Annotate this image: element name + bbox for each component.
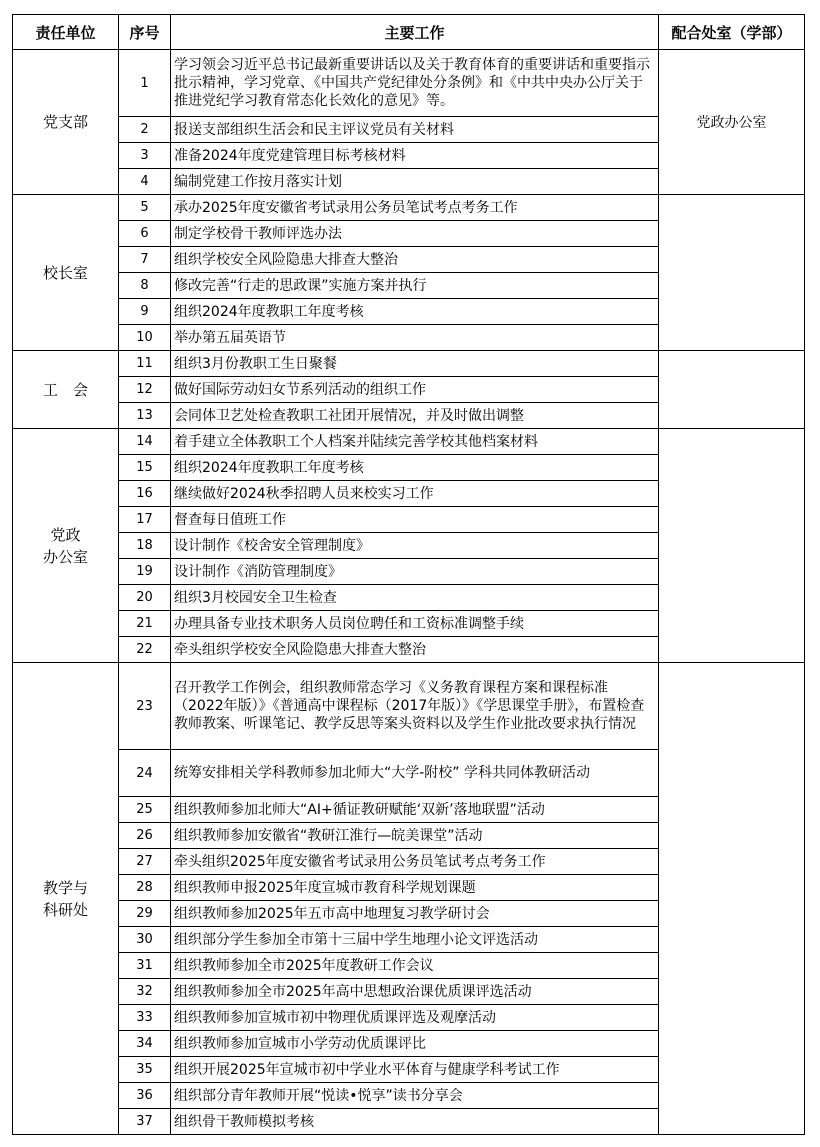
responsible-unit-cell xyxy=(13,195,119,351)
cooperating-dept-cell xyxy=(659,663,805,1135)
main-work-cell: 继续做好2024秋季招聘人员来校实习工作 xyxy=(171,481,659,507)
row-number: 22 xyxy=(119,637,171,663)
cooperating-dept-cell xyxy=(659,351,805,429)
row-number: 11 xyxy=(119,351,171,377)
main-work-cell: 督查每日值班工作 xyxy=(171,507,659,533)
row-number: 32 xyxy=(119,979,171,1005)
row-number: 35 xyxy=(119,1057,171,1083)
row-number: 8 xyxy=(119,273,171,299)
main-work-cell: 修改完善“行走的思政课”实施方案并执行 xyxy=(171,273,659,299)
main-work-cell: 设计制作《消防管理制度》 xyxy=(171,559,659,585)
row-number: 31 xyxy=(119,953,171,979)
table-row xyxy=(13,351,805,377)
row-number: 5 xyxy=(119,195,171,221)
main-work-cell: 召开教学工作例会，组织教师常态学习《义务教育课程方案和课程标准（2022年版）》《普通高中课程标（2017年版）》《学思课堂手册》，布置检查教师教案、听课笔记、教学反思等案头资料以及学生作业批改要求执行情况 xyxy=(171,663,659,750)
main-work-cell: 会同体卫艺处检查教职工社团开展情况，并及时做出调整 xyxy=(171,403,659,429)
main-work-cell: 组织3月校园安全卫生检查 xyxy=(171,585,659,611)
main-work-cell: 组织开展2025年宣城市初中学业水平体育与健康学科考试工作 xyxy=(171,1057,659,1083)
row-number: 19 xyxy=(119,559,171,585)
main-work-cell: 组织教师参加宣城市初中物理优质课评选及观摩活动 xyxy=(171,1005,659,1031)
row-number: 3 xyxy=(119,143,171,169)
row-number: 37 xyxy=(119,1109,171,1135)
main-work-cell: 组织2024年度教职工年度考核 xyxy=(171,299,659,325)
row-number: 20 xyxy=(119,585,171,611)
row-number: 18 xyxy=(119,533,171,559)
main-work-cell: 设计制作《校舍安全管理制度》 xyxy=(171,533,659,559)
row-number: 27 xyxy=(119,849,171,875)
row-number: 24 xyxy=(119,750,171,797)
row-number: 14 xyxy=(119,429,171,455)
main-work-cell: 组织部分青年教师开展“悦读•悦享”读书分享会 xyxy=(171,1083,659,1109)
main-work-cell: 统筹安排相关学科教师参加北师大“大学-附校” 学科共同体教研活动 xyxy=(171,750,659,797)
main-work-cell: 组织教师参加宣城市小学劳动优质课评比 xyxy=(171,1031,659,1057)
table-row xyxy=(13,50,805,117)
row-number: 26 xyxy=(119,823,171,849)
header-row xyxy=(13,15,805,50)
work-plan-table xyxy=(12,14,805,1135)
main-work-cell: 组织教师参加全市2025年高中思想政治课优质课评选活动 xyxy=(171,979,659,1005)
unit-label-line: 党支部 xyxy=(42,113,88,131)
main-work-cell: 准备2024年度党建管理目标考核材料 xyxy=(171,143,659,169)
header-unit: 责任单位 xyxy=(13,15,119,50)
main-work-cell: 组织教师参加全市2025年度教研工作会议 xyxy=(171,953,659,979)
main-work-cell: 组织3月份教职工生日聚餐 xyxy=(171,351,659,377)
row-number: 30 xyxy=(119,927,171,953)
row-number: 9 xyxy=(119,299,171,325)
main-work-cell: 编制党建工作按月落实计划 xyxy=(171,169,659,195)
main-work-cell: 承办2025年度安徽省考试录用公务员笔试考点考务工作 xyxy=(171,195,659,221)
row-number: 17 xyxy=(119,507,171,533)
row-number: 21 xyxy=(119,611,171,637)
main-work-cell: 组织2024年度教职工年度考核 xyxy=(171,455,659,481)
responsible-unit-cell xyxy=(13,429,119,663)
main-work-cell: 组织教师参加2025年五市高中地理复习教学研讨会 xyxy=(171,901,659,927)
main-work-cell: 组织学校安全风险隐患大排查大整治 xyxy=(171,247,659,273)
header-dept: 配合处室（学部） xyxy=(659,15,805,50)
row-number: 29 xyxy=(119,901,171,927)
header-work: 主要工作 xyxy=(171,15,659,50)
row-number: 1 xyxy=(119,50,171,117)
header-no: 序号 xyxy=(119,15,171,50)
row-number: 28 xyxy=(119,875,171,901)
row-number: 6 xyxy=(119,221,171,247)
row-number: 10 xyxy=(119,325,171,351)
unit-label-line: 工 会 xyxy=(42,380,88,399)
main-work-cell: 举办第五届英语节 xyxy=(171,325,659,351)
row-number: 15 xyxy=(119,455,171,481)
unit-label-line: 科研处 xyxy=(42,900,88,919)
unit-label-line: 校长室 xyxy=(42,263,88,282)
main-work-cell: 组织骨干教师模拟考核 xyxy=(171,1109,659,1135)
main-work-cell: 牵头组织2025年度安徽省考试录用公务员笔试考点考务工作 xyxy=(171,849,659,875)
row-number: 13 xyxy=(119,403,171,429)
main-work-cell: 办理具备专业技术职务人员岗位聘任和工资标准调整手续 xyxy=(171,611,659,637)
table-row xyxy=(13,663,805,750)
main-work-cell: 组织教师参加北师大“AI+循证教研赋能‘双新’落地联盟”活动 xyxy=(171,797,659,823)
cooperating-dept-cell: 党政办公室 xyxy=(659,50,805,195)
responsible-unit-cell xyxy=(13,663,119,1135)
main-work-cell: 制定学校骨干教师评选办法 xyxy=(171,221,659,247)
row-number: 33 xyxy=(119,1005,171,1031)
row-number: 25 xyxy=(119,797,171,823)
row-number: 4 xyxy=(119,169,171,195)
row-number: 23 xyxy=(119,663,171,750)
main-work-cell: 报送支部组织生活会和民主评议党员有关材料 xyxy=(171,117,659,143)
unit-label-line: 教学与 xyxy=(42,878,88,897)
row-number: 16 xyxy=(119,481,171,507)
main-work-cell: 组织教师参加安徽省“教研江淮行—皖美课堂”活动 xyxy=(171,823,659,849)
table-row xyxy=(13,195,805,221)
main-work-cell: 着手建立全体教职工个人档案并陆续完善学校其他档案材料 xyxy=(171,429,659,455)
unit-label-line: 党政 xyxy=(50,525,81,544)
row-number: 36 xyxy=(119,1083,171,1109)
responsible-unit-cell xyxy=(13,50,119,195)
main-work-cell: 牵头组织学校安全风险隐患大排查大整治 xyxy=(171,637,659,663)
row-number: 34 xyxy=(119,1031,171,1057)
main-work-cell: 做好国际劳动妇女节系列活动的组织工作 xyxy=(171,377,659,403)
table-body xyxy=(13,50,805,1135)
row-number: 12 xyxy=(119,377,171,403)
responsible-unit-cell xyxy=(13,351,119,429)
main-work-cell: 学习领会习近平总书记最新重要讲话以及关于教育体育的重要讲话和重要指示批示精神，学习党章、《中国共产党纪律处分条例》和《中共中央办公厅关于推进党纪学习教育常态化长效化的意见》等。 xyxy=(171,50,659,117)
row-number: 7 xyxy=(119,247,171,273)
cooperating-dept-cell xyxy=(659,429,805,663)
main-work-cell: 组织部分学生参加全市第十三届中学生地理小论文评选活动 xyxy=(171,927,659,953)
unit-label-line: 办公室 xyxy=(42,547,88,566)
table-row xyxy=(13,429,805,455)
main-work-cell: 组织教师申报2025年度宣城市教育科学规划课题 xyxy=(171,875,659,901)
row-number: 2 xyxy=(119,117,171,143)
cooperating-dept-cell xyxy=(659,195,805,351)
